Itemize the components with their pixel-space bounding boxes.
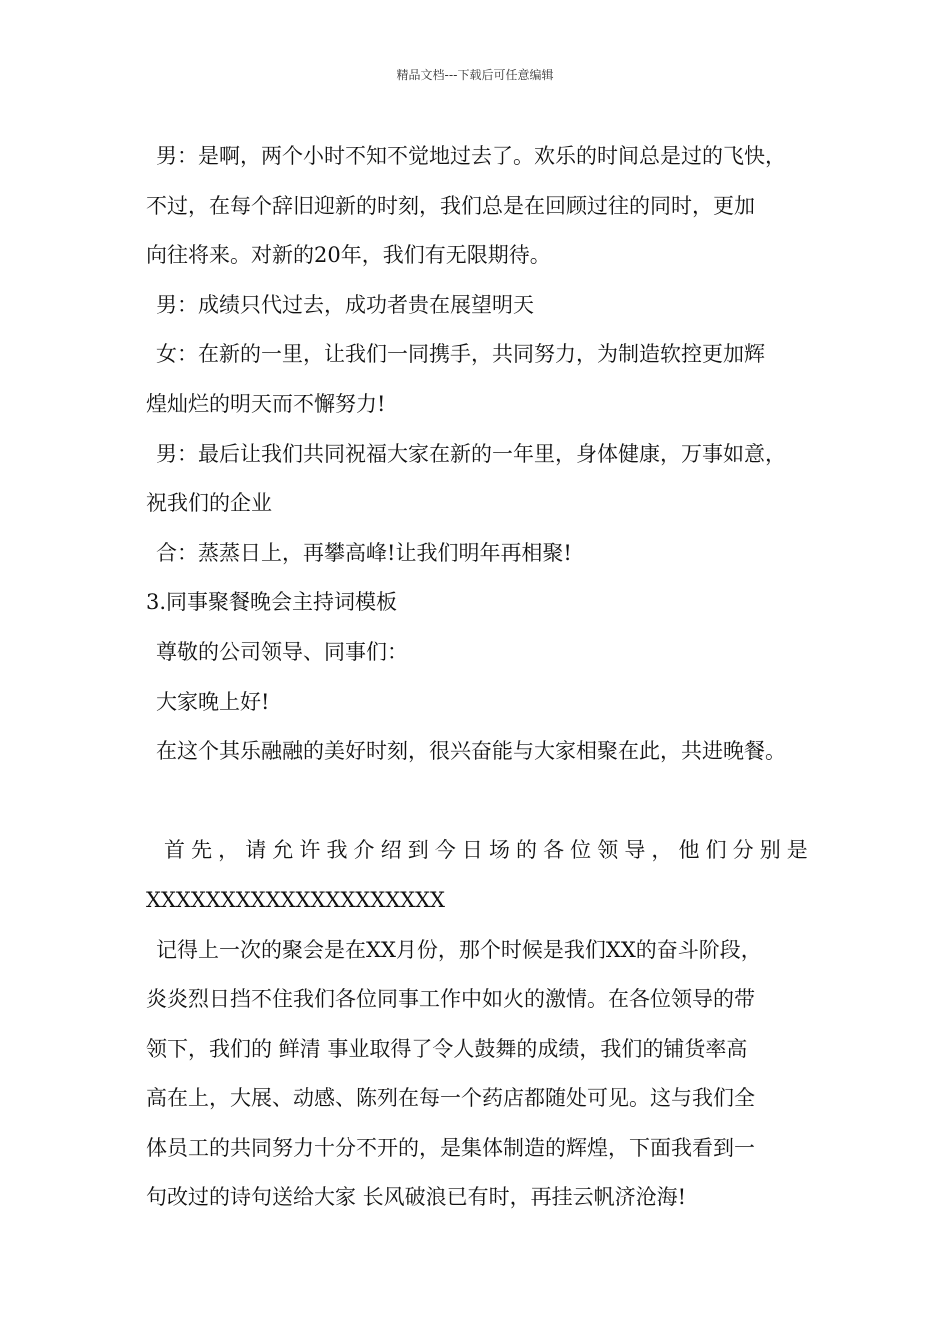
text-line: 男：最后让我们共同祝福大家在新的一年里，身体健康，万事如意， [156,441,786,466]
text-line: XXXXXXXXXXXXXXXXXXXX [146,887,446,912]
page-header: 精品文档---下载后可任意编辑 [396,68,554,82]
blank-line [146,777,826,827]
text-line: 体员工的共同努力十分不开的，是集体制造的辉煌，下面我看到一 [146,1135,755,1160]
justified-char: 日 [461,838,483,863]
text-line: 高在上，大展、动感、陈列在每一个药店都随处可见。这与我们全 [146,1086,755,1111]
text-line: 男：成绩只代过去，成功者贵在展望明天 [156,292,534,317]
justified-char: 的 [516,838,538,863]
justified-char: 别 [759,838,781,863]
text-line: 男：是啊，两个小时不知不觉地过去了。欢乐的时间总是过的飞快， [156,144,786,168]
text-line: 领下，我们的 鲜清 事业取得了令人鼓舞的成绩，我们的铺货率高 [146,1036,748,1061]
justified-char: ， [218,838,240,863]
justified-char: 允 [272,838,294,863]
justified-char: 位 [570,838,592,863]
justified-char: 领 [597,838,619,863]
text-line: 记得上一次的聚会是在XX月份，那个时候是我们XX的奋斗阶段， [156,937,762,962]
text-line: 女：在新的一里，让我们一同携手，共同努力，为制造软控更加辉 [156,342,765,367]
justified-char: 许 [299,838,321,863]
justified-char: 到 [407,838,429,863]
text-line: 大家晚上好! [156,689,270,714]
justified-char: 绍 [380,838,402,863]
justified-char: 今 [434,838,456,863]
justified-char: ， [651,838,673,863]
text-line: 尊敬的公司领导、同事们： [156,639,408,664]
text-line: 煌灿烂的明天而不懈努力! [146,391,386,416]
justified-char: 场 [488,838,510,863]
justified-char: 我 [326,838,348,863]
section-heading: 3.同事聚餐晚会主持词模板 [146,590,398,615]
text-line: 向往将来。对新的20年，我们有无限期待。 [146,243,551,268]
justified-char: 们 [705,838,727,863]
justified-char: 请 [245,838,267,863]
justified-char: 先 [191,838,213,863]
text-line: 炎炎烈日挡不住我们各位同事工作中如火的激情。在各位领导的带 [146,987,755,1012]
text-line: 句改过的诗句送给大家 长风破浪已有时，再挂云帆济沧海! [146,1185,687,1210]
justified-char: 首 [164,838,185,863]
text-line: 在这个其乐融融的美好时刻，很兴奋能与大家相聚在此，共进晚餐。 [156,739,786,764]
justified-char: 是 [786,838,808,863]
justified-char: 导 [624,838,646,863]
justified-char: 介 [353,838,375,863]
justified-char: 他 [678,838,700,863]
text-line: 祝我们的企业 [146,491,272,516]
justified-char: 各 [543,838,565,863]
justified-char: 分 [732,838,754,863]
text-line: 不过，在每个辞旧迎新的时刻，我们总是在回顾过往的同时，更加 [146,193,755,218]
text-line: 合：蒸蒸日上，再攀高峰!让我们明年再相聚! [156,540,572,565]
document-body [146,132,826,1223]
justified-text-line [146,826,808,876]
